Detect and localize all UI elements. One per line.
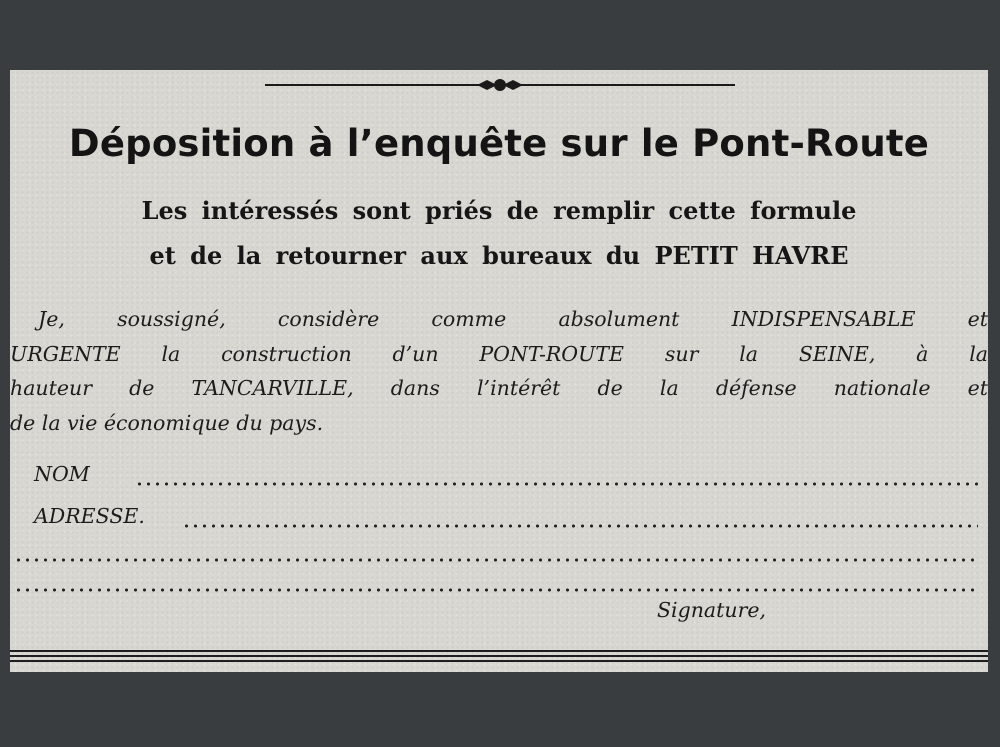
newspaper-clipping: [10, 70, 988, 672]
name-field[interactable]: [10, 462, 988, 492]
address-label: ADRESSE.: [34, 504, 145, 528]
address-continuation-field[interactable]: [10, 568, 988, 598]
declaration-line: hauteur de TANCARVILLE, dans l’intérêt de la défense nationale et: [10, 376, 988, 400]
address-dotted-line-2[interactable]: [14, 558, 978, 562]
subheading-line-2: et de la retourner aux bureaux du PETIT HAVRE: [149, 241, 849, 270]
declaration-line: URGENTE la construction d’un PONT-ROUTE sur la SEINE, à la: [10, 341, 988, 366]
address-field[interactable]: [10, 504, 988, 534]
declaration-line: Je, soussigné, considère comme absolument INDISPENSABLE et: [38, 307, 988, 331]
bottom-double-rule: [10, 650, 988, 664]
signature-label: Signature,: [657, 598, 767, 622]
ornament-diamond-right: [503, 80, 523, 90]
address-dotted-line-3[interactable]: [14, 588, 978, 592]
ornament-rule: [265, 78, 735, 92]
subheading-line-1: Les intéressés sont priés de remplir cette formule: [141, 196, 857, 225]
name-dotted-line[interactable]: [135, 482, 978, 486]
rule-line: [10, 650, 988, 652]
rule-line: [10, 655, 988, 657]
rule-line: [10, 660, 988, 662]
name-label: NOM: [34, 462, 90, 486]
declaration-line: de la vie économique du pays.: [10, 410, 324, 435]
address-dotted-line[interactable]: [182, 524, 978, 528]
headline: Déposition à l’enquête sur le Pont-Route: [68, 122, 930, 165]
declaration-paragraph: [10, 302, 988, 440]
address-continuation-field[interactable]: [10, 538, 988, 568]
